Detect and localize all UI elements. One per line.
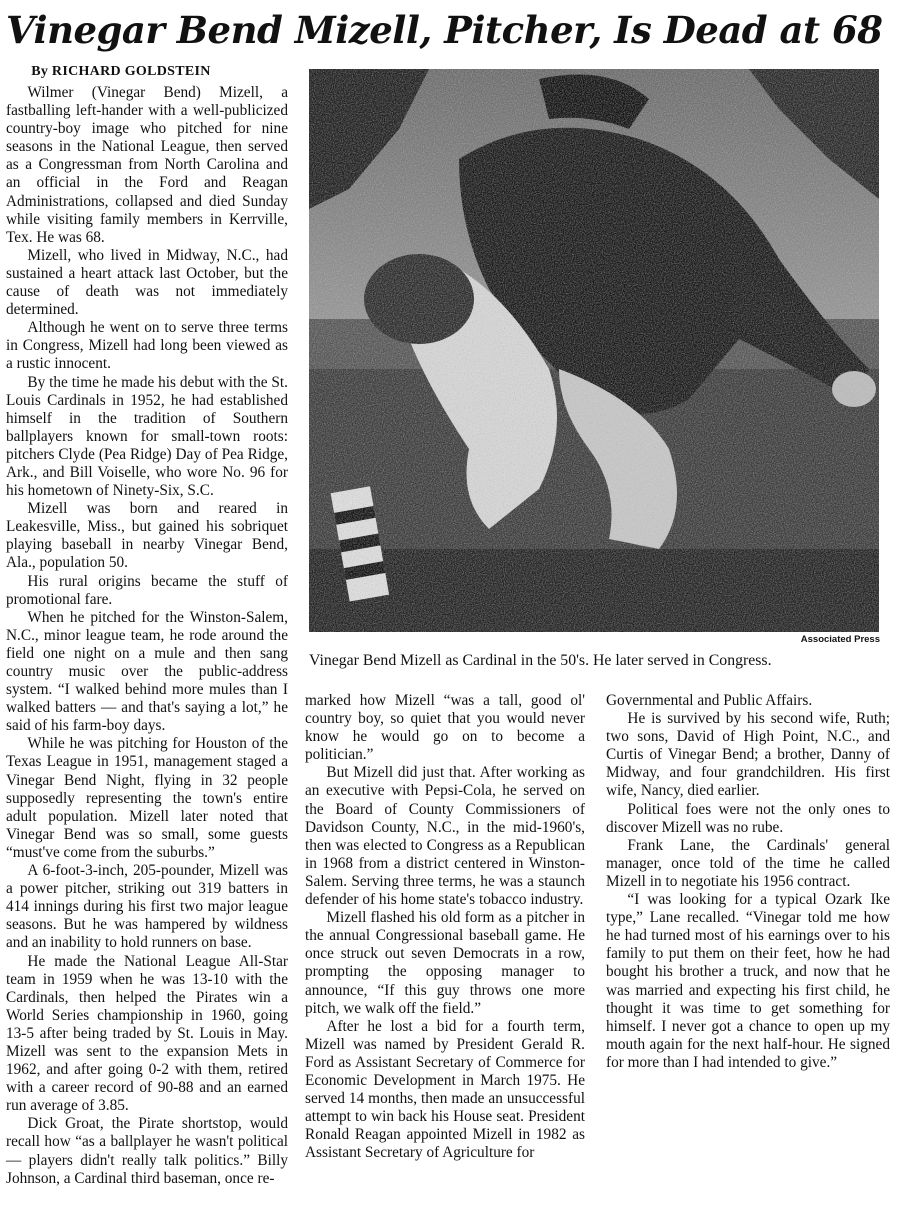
paragraph: Wilmer (Vinegar Bend) Mizell, a fastballing left-hander with a well-publicized country-boy image who pitched for nine seasons in the National League, then served as a Congressman from North Carolina and an official in the Ford and Reagan Administrations, collapsed and died Sunday while visiting family members in Kerrville, Tex. He was 68. [6, 84, 288, 246]
article-column-1 [6, 64, 288, 1188]
paragraph: Frank Lane, the Cardinals' general manager, once told of the time he called Mizell in to negotiate his 1956 contract. [606, 836, 890, 890]
paragraph: Mizell was born and reared in Leakesville, Miss., but gained his sobriquet playing baseball in nearby Vinegar Bend, Ala., population 50. [6, 500, 288, 572]
article-column-2 [305, 692, 585, 1162]
paragraph-continued: marked how Mizell “was a tall, good ol' country boy, so quiet that you would never know he would go on to become a politician.” [305, 692, 585, 764]
paragraph-continued: Governmental and Public Affairs. [606, 692, 813, 709]
paragraph: Political foes were not the only ones to discover Mizell was no rube. [606, 800, 890, 836]
paragraph: “I was looking for a typical Ozark Ike type,” Lane recalled. “Vinegar told me how he had turned most of his earnings over to his family to put them on their feet, how he had bought his brother a truck, and now that he was married and expecting his first child, he thought it was time to get something for himself. I never got a chance to open up my mouth again for the next half-hour. He signed for more than I had intended to give.” [606, 891, 890, 1071]
paragraph: By the time he made his debut with the St. Louis Cardinals in 1952, he had established himself in the tradition of Southern ballplayers known for small-town roots: pitchers Clyde (Pea Ridge) Day of Pea Ridge, Ark., and Bill Voiselle, who wore No. 96 for his hometown of Ninety-Six, S.C. [6, 373, 288, 500]
byline: By RICHARD GOLDSTEIN [31, 64, 211, 79]
paragraph: While he was pitching for Houston of the Texas League in 1951, management staged a Vinegar Bend Night, flying in 32 people supposedly representing the town's entire adult population. Mizell later noted that Vinegar Bend was so small, some guests “must've come from the suburbs.” [6, 735, 288, 861]
paragraph: A 6-foot-3-inch, 205-pounder, Mizell was a power pitcher, striking out 319 batters in 414 innings during his first two major league seasons. But he was hampered by wildness and an inability to hold runners on base. [6, 862, 288, 952]
headline: Vinegar Bend Mizell, Pitcher, Is Dead at 68 [6, 8, 883, 52]
paragraph: He made the National League All-Star team in 1959 when he was 13-10 with the Cardinals, then helped the Pirates win a World Series championship in 1960, going 13-5 after being traded by St. Louis in May. Mizell was sent to the expansion Mets in 1962, and after going 0-2 with them, retired with a career record of 90-88 and an earned run average of 3.85. [6, 952, 288, 1115]
paragraph: He is survived by his second wife, Ruth; two sons, David of High Point, N.C., and Curtis of Vinegar Bend; a brother, Danny of Midway, and four grandchildren. His first wife, Nancy, died earlier. [606, 710, 890, 800]
paragraph: Mizell, who lived in Midway, N.C., had sustained a heart attack last October, but the cause of death was not immediately determined. [6, 246, 288, 319]
pitcher-photo [309, 69, 879, 632]
article-column-3 [606, 692, 890, 1072]
pitcher-photo-image [309, 69, 879, 632]
paragraph: After he lost a bid for a fourth term, Mizell was named by President Gerald R. Ford as Assistant Secretary of Commerce for Economic Development in March 1975. He served 14 months, then made an unsuccessful attempt to win back his House seat. President Ronald Reagan appointed Mizell in 1982 as Assistant Secretary of Agriculture for [305, 1017, 585, 1162]
paragraph: When he pitched for the Winston-Salem, N.C., minor league team, he rode around the field one night on a mule and then sang country music over the public-address system. “I walked behind more mules than I walked batters — and that's saying a lot,” he said of his farm-boy days. [6, 608, 288, 735]
photo-caption: Vinegar Bend Mizell as Cardinal in the 50's. He later served in Congress. [309, 652, 772, 669]
photo-credit: Associated Press [800, 634, 880, 645]
paragraph: Dick Groat, the Pirate shortstop, would recall how “as a ballplayer he wasn't political — players didn't really talk politics.” Billy Johnson, a Cardinal third baseman, once re- [6, 1115, 288, 1187]
paragraph: But Mizell did just that. After working as an executive with Pepsi-Cola, he served on the Board of County Commissioners of Davidson County, N.C., in the mid-1960's, then was elected to Congress as a Republican in 1968 from a district centered in Winston-Salem. Serving three terms, he was a staunch defender of his home state's tobacco industry. [305, 764, 585, 909]
paragraph: Mizell flashed his old form as a pitcher in the annual Congressional baseball game. He once struck out seven Democrats in a row, prompting the opposing manager to announce, “If this guy throws one more pitch, we walk off the field.” [305, 909, 585, 1017]
paragraph: Although he went on to serve three terms in Congress, Mizell had long been viewed as a rustic innocent. [6, 319, 288, 373]
paragraph: His rural origins became the stuff of promotional fare. [6, 572, 288, 608]
